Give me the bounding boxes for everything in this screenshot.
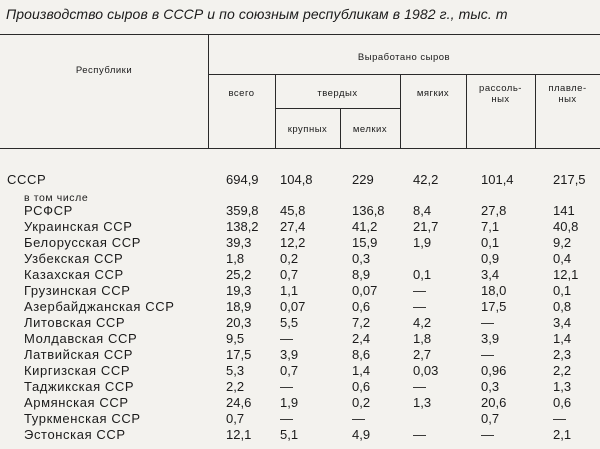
- cell-processed: 0,6: [553, 395, 572, 410]
- republic-name: Украинская ССР: [24, 219, 133, 234]
- table-row: [0, 235, 600, 251]
- cell-small: 4,9: [352, 427, 371, 442]
- cell-small: 8,9: [352, 267, 371, 282]
- table-row: [0, 363, 600, 379]
- cell-small: 0,2: [352, 395, 371, 410]
- table-title: Производство сыров в СССР и по союзным республикам в 1982 г., тыс. т: [6, 6, 508, 22]
- cell-total: 20,3: [226, 315, 252, 330]
- header-hard-rule: [275, 108, 400, 109]
- header-large: крупных: [287, 124, 328, 135]
- cell-brine: 17,5: [481, 299, 507, 314]
- cell-brine: 0,96: [481, 363, 507, 378]
- cell-total: 19,3: [226, 283, 252, 298]
- cell-large: 104,8: [280, 172, 313, 187]
- republic-name: Армянская ССР: [24, 395, 129, 410]
- cell-soft: 21,7: [413, 219, 439, 234]
- cell-brine: 18,0: [481, 283, 507, 298]
- cell-small: 0,07: [352, 283, 378, 298]
- cell-large: —: [280, 379, 293, 394]
- republic-name: РСФСР: [24, 203, 73, 218]
- cell-small: 0,6: [352, 299, 371, 314]
- cell-large: —: [280, 331, 293, 346]
- cell-total: 17,5: [226, 347, 252, 362]
- cell-large: 0,07: [280, 299, 306, 314]
- cell-processed: 0,8: [553, 299, 572, 314]
- cell-processed: —: [553, 411, 566, 426]
- cell-large: 1,1: [280, 283, 299, 298]
- header-republics: Республики: [75, 65, 133, 76]
- table-row: [0, 347, 600, 363]
- header-divider-hard: [400, 74, 401, 149]
- cell-processed: 2,2: [553, 363, 572, 378]
- republic-name: Эстонская ССР: [24, 427, 126, 442]
- cell-total: 12,1: [226, 427, 252, 442]
- cell-brine: 3,9: [481, 331, 500, 346]
- cell-brine: —: [481, 347, 494, 362]
- cell-processed: 0,1: [553, 283, 572, 298]
- table-row: [0, 411, 600, 427]
- cell-total: 1,8: [226, 251, 245, 266]
- cell-large: 1,9: [280, 395, 299, 410]
- cell-soft: —: [413, 379, 426, 394]
- republic-name: Молдавская ССР: [24, 331, 138, 346]
- cell-large: 0,2: [280, 251, 299, 266]
- cell-large: —: [280, 411, 293, 426]
- cell-brine: 101,4: [481, 172, 514, 187]
- table-row: [0, 251, 600, 267]
- cell-large: 45,8: [280, 203, 306, 218]
- header-total: всего: [228, 88, 255, 99]
- cell-small: 8,6: [352, 347, 371, 362]
- cell-brine: 27,8: [481, 203, 507, 218]
- cell-brine: 20,6: [481, 395, 507, 410]
- cell-small: 229: [352, 172, 374, 187]
- cell-processed: 2,1: [553, 427, 572, 442]
- cell-large: 0,7: [280, 363, 299, 378]
- cell-total: 359,8: [226, 203, 259, 218]
- cell-soft: —: [413, 283, 426, 298]
- cell-large: 27,4: [280, 219, 306, 234]
- header-small: мелких: [352, 124, 388, 135]
- cell-soft: 42,2: [413, 172, 439, 187]
- cell-brine: 0,9: [481, 251, 500, 266]
- republic-name: в том числе: [24, 192, 89, 204]
- cell-soft: —: [413, 299, 426, 314]
- cell-small: 2,4: [352, 331, 371, 346]
- cell-small: 0,3: [352, 251, 371, 266]
- table-row: [0, 395, 600, 411]
- cell-large: 5,1: [280, 427, 299, 442]
- table-row: [0, 267, 600, 283]
- cell-processed: 217,5: [553, 172, 586, 187]
- republic-name: Азербайджанская ССР: [24, 299, 175, 314]
- table-row: [0, 172, 600, 188]
- cell-total: 25,2: [226, 267, 252, 282]
- cell-total: 138,2: [226, 219, 259, 234]
- republic-name: Узбекская ССР: [24, 251, 124, 266]
- header-hard: твердых: [317, 88, 358, 99]
- republic-name: Белорусская ССР: [24, 235, 142, 250]
- cell-small: 136,8: [352, 203, 385, 218]
- table-row: [0, 203, 600, 219]
- cell-processed: 2,3: [553, 347, 572, 362]
- table-row: [0, 299, 600, 315]
- cell-brine: 0,7: [481, 411, 500, 426]
- cell-small: —: [352, 411, 365, 426]
- cell-soft: 0,03: [413, 363, 439, 378]
- cell-processed: 1,4: [553, 331, 572, 346]
- republic-name: Таджикская ССР: [24, 379, 135, 394]
- header-bottom-rule: [0, 148, 600, 149]
- cell-small: 1,4: [352, 363, 371, 378]
- cell-small: 41,2: [352, 219, 378, 234]
- cell-total: 5,3: [226, 363, 245, 378]
- cell-total: 18,9: [226, 299, 252, 314]
- table-row: [0, 283, 600, 299]
- header-brine: рассоль- ных: [479, 83, 522, 105]
- cell-processed: 0,4: [553, 251, 572, 266]
- cell-total: 24,6: [226, 395, 252, 410]
- header-soft: мягких: [416, 88, 450, 99]
- republic-name: Казахская ССР: [24, 267, 124, 282]
- cell-processed: 3,4: [553, 315, 572, 330]
- cell-soft: 1,9: [413, 235, 432, 250]
- cell-soft: 0,1: [413, 267, 432, 282]
- header-top-rule: [0, 34, 600, 35]
- cell-soft: 2,7: [413, 347, 432, 362]
- cell-small: 0,6: [352, 379, 371, 394]
- cell-processed: 40,8: [553, 219, 579, 234]
- table-row: [0, 427, 600, 443]
- cell-small: 7,2: [352, 315, 371, 330]
- republic-name: Латвийская ССР: [24, 347, 134, 362]
- cell-small: 15,9: [352, 235, 378, 250]
- cell-total: 2,2: [226, 379, 245, 394]
- table-row: [0, 219, 600, 235]
- cell-total: 9,5: [226, 331, 245, 346]
- cell-brine: 0,1: [481, 235, 500, 250]
- republic-name: СССР: [7, 172, 47, 187]
- cell-total: 0,7: [226, 411, 245, 426]
- cell-large: 5,5: [280, 315, 299, 330]
- cell-soft: 8,4: [413, 203, 432, 218]
- cell-soft: 1,3: [413, 395, 432, 410]
- cell-brine: 0,3: [481, 379, 500, 394]
- cell-soft: 4,2: [413, 315, 432, 330]
- cell-processed: 12,1: [553, 267, 579, 282]
- header-produced-rule: [208, 74, 600, 75]
- cell-large: 12,2: [280, 235, 306, 250]
- cell-large: 3,9: [280, 347, 299, 362]
- cell-brine: —: [481, 315, 494, 330]
- table-row: [0, 331, 600, 347]
- table-row: [0, 315, 600, 331]
- republic-name: Туркменская ССР: [24, 411, 141, 426]
- cell-large: 0,7: [280, 267, 299, 282]
- cell-processed: 1,3: [553, 379, 572, 394]
- cell-soft: 1,8: [413, 331, 432, 346]
- cell-brine: 3,4: [481, 267, 500, 282]
- table-row: [0, 379, 600, 395]
- cell-total: 694,9: [226, 172, 259, 187]
- cell-total: 39,3: [226, 235, 252, 250]
- cell-processed: 141: [553, 203, 575, 218]
- republic-name: Грузинская ССР: [24, 283, 131, 298]
- cell-soft: —: [413, 427, 426, 442]
- header-produced: Выработано сыров: [357, 52, 451, 63]
- republic-name: Литовская ССР: [24, 315, 126, 330]
- cell-brine: 7,1: [481, 219, 500, 234]
- cell-brine: —: [481, 427, 494, 442]
- header-divider-total: [275, 74, 276, 149]
- cell-processed: 9,2: [553, 235, 572, 250]
- republic-name: Киргизская ССР: [24, 363, 131, 378]
- header-processed: плавле- ных: [548, 83, 587, 105]
